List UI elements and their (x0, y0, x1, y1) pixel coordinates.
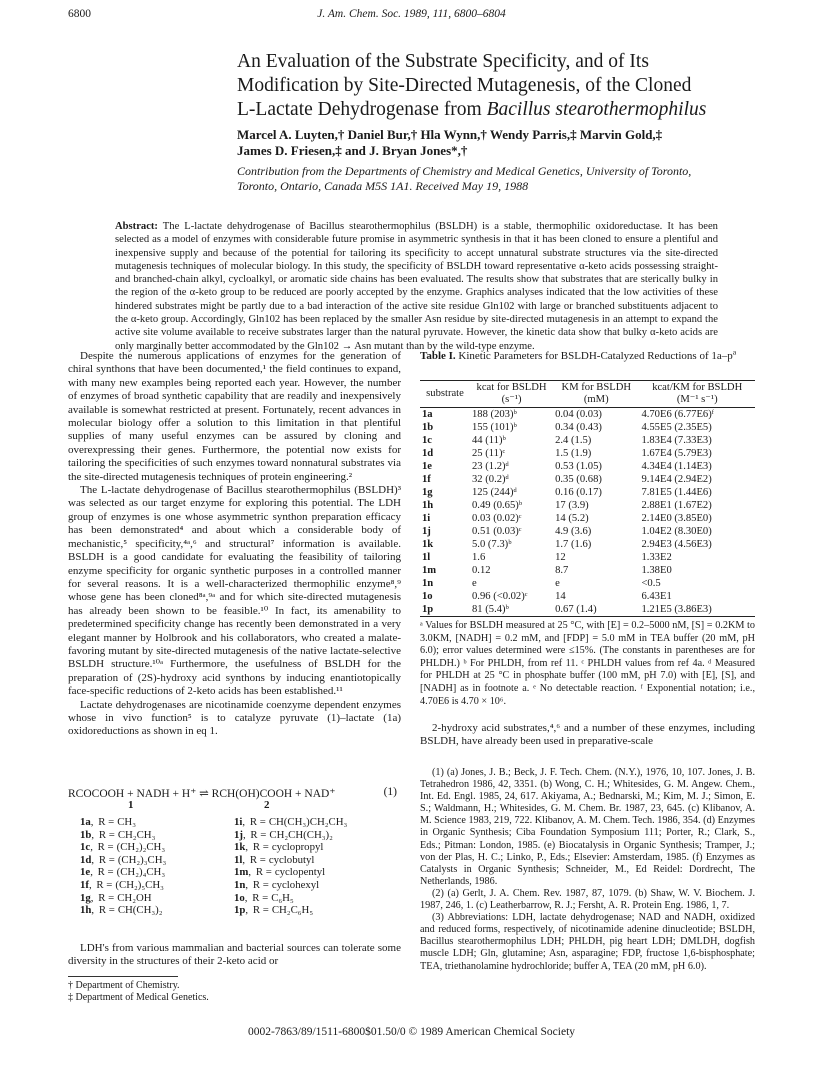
right-paragraph: 2-hydroxy acid substrates,⁴,⁶ and a number of these enzymes, including BSLDH, have already been used in preparative-scale (420, 722, 755, 748)
title-l-prefix: L (237, 99, 249, 120)
r-group-value: cyclohexyl (271, 878, 320, 891)
table-header-kcat-km: kcat/KM for BSLDH (M⁻¹ s⁻¹) (639, 381, 755, 408)
table-cell: 0.16 (0.17) (555, 487, 602, 498)
reference-3: (3) Abbreviations: LDH, lactate dehydrogenase; NAD and NADH, oxidized and reduced forms, respectively, of nicotinamide adenine dinucleotide; BSLDH, Bacillus stearothermophilus LDH; PHLDH, pig heart LDH; DMLDH, dogfish muscle LDH; Gln, glutamine; Asn, asparagine; FDP, fructose 1,6-bisphosphate; TEA, triethanolamine hydrochloride; buffer A, TEA (20 mM, pH 6.0). (420, 912, 755, 972)
table-footnote: ᵃ Values for BSLDH measured at 25 °C, with [E] = 0.2–5000 nM, [S] = 0.2KM to 3.0KM, [NADH] = 0.2 mM, and [FDP] = 5.0 mM in TEA buffer (20 mM, pH 6.0); error values determined were ≤15%. (The constants in parentheses are for PHLDH.) ᵇ For PHLDH, from ref 11. ᶜ PHLDH values from ref 4a. ᵈ Measured for PHLDH at 25 °C in phosphate buffer (100 mM, pH 7.0) with [E], [S], and [NADH] as in footnote a. ᵉ No detectable reaction. ᶠ Exponential notation; i.e., 4.70E6 is 4.70 × 10⁶. (420, 620, 755, 707)
author-list (237, 127, 797, 159)
table-cell: 14 (555, 591, 566, 602)
table-row (420, 434, 755, 447)
table-row (420, 421, 755, 434)
r-group-item: 1k, R = cyclopropyl (234, 841, 324, 854)
table-cell: 1.83E4 (7.33E3) (641, 435, 712, 446)
abstract (115, 220, 718, 353)
table-cell: 6.43E1 (641, 591, 672, 602)
running-header (0, 8, 823, 26)
r-group-id: 1d (80, 853, 92, 866)
table-cell: 4.34E4 (1.14E3) (641, 461, 712, 472)
table-cell: 17 (3.9) (555, 500, 589, 511)
r-group-id: 1l (234, 853, 243, 866)
table-cell: 155 (101)ᵇ (472, 422, 517, 433)
r-group-value: CH(CH₃)CH₂CH₃ (268, 816, 348, 828)
table-cell: 32 (0.2)ᵈ (472, 474, 509, 485)
table-header-row (420, 381, 755, 408)
table-cell-substrate: 1l (422, 552, 431, 563)
article-title (237, 50, 797, 122)
table-cell-substrate: 1a (422, 409, 433, 420)
intro-paragraph-1: Despite the numerous applications of enzymes for the generation of chiral synthons that have been documented,¹ the field continues to expand, with many new examples being reported each year. However, the number of enzymes of broad synthetic capability that are readily and inexpensively available is somewhat restricted at present. Fortunately, recent advances in molecular biology offer a solution to this limitation in that plentiful supplies of many useful enzymes can be assured by cloning and overexpressing their genes. Furthermore, the potential now exists for tailoring the specificities of such enzymes toward nonnatural substrates via the site-directed mutagenesis techniques of protein engineering.² (68, 350, 401, 483)
r-group-id: 1p (234, 904, 246, 917)
abstract-label: Abstract: (115, 221, 158, 232)
table-cell: 0.35 (0.68) (555, 474, 602, 485)
r-group-item: 1e, R = (CH₂)₄CH₃ (80, 866, 166, 879)
table-cell: e (555, 578, 560, 589)
table-cell: 0.67 (1.4) (553, 603, 639, 617)
r-group-prefix: R = (98, 816, 115, 828)
table-row (420, 564, 755, 577)
r-group-prefix: R = (252, 891, 269, 904)
r-group-prefix: R = (98, 904, 115, 917)
r-group-value: cyclopropyl (271, 841, 324, 854)
table-cell: 0.49 (0.65)ᵇ (472, 500, 523, 511)
table-cell: 81 (5.4)ᵇ (470, 603, 553, 617)
table-cell-substrate: 1p (420, 603, 470, 617)
table-cell: 25 (11)ᶜ (472, 448, 506, 459)
r-group-value: C₆H₅ (271, 891, 294, 904)
table-row (420, 551, 755, 564)
affiliation (237, 164, 797, 194)
affiliation-line-2: Toronto, Ontario, Canada M5S 1A1. Received May 19, 1988 (237, 179, 529, 193)
table-cell: 0.53 (1.05) (555, 461, 602, 472)
r-group-value: cyclobutyl (268, 853, 315, 866)
table-cell-substrate: 1n (422, 578, 434, 589)
r-group-id: 1g (80, 891, 91, 904)
table-row (420, 577, 755, 590)
r-group-item: 1p, R = CH₂C₆H₅ (234, 904, 314, 917)
r-group-prefix: R = (96, 878, 113, 891)
table-row (420, 499, 755, 512)
reference-list (420, 767, 755, 973)
r-group-prefix: R = (97, 866, 114, 879)
affiliation-line-1: Contribution from the Departments of Chemistry and Medical Genetics, University of Toronto, (237, 164, 692, 178)
table-cell: 1.04E2 (8.30E0) (641, 526, 712, 537)
table-cell: 1.6 (472, 552, 486, 563)
table-row (420, 525, 755, 538)
r-group-prefix: R = (98, 853, 115, 866)
r-group-id: 1h (80, 904, 92, 917)
r-group-item: 1c, R = (CH₂)₂CH₃ (80, 841, 166, 854)
table-cell: 0.96 (<0.02)ᶜ (472, 591, 528, 602)
r-group-id: 1e (80, 866, 91, 879)
title-line-2: Modification by Site-Directed Mutagenesis, of the Cloned (237, 75, 692, 96)
table-cell: 2.4 (1.5) (555, 435, 592, 446)
table-cell: 44 (11)ᵇ (472, 435, 506, 446)
affiliation-footnotes (68, 980, 401, 1003)
r-group-item: 1m, R = cyclopentyl (234, 866, 326, 879)
r-group-prefix: R = (252, 878, 269, 891)
r-group-value: CH₂OH (117, 891, 152, 904)
r-group-item: 1l, R = cyclobutyl (234, 853, 315, 866)
r-group-value: CH₂CH(CH₃)₂ (269, 828, 333, 841)
left-column-continuation (68, 942, 401, 969)
table-cell: 2.14E0 (3.85E0) (641, 513, 712, 524)
table-cell: 2.94E3 (4.56E3) (641, 539, 712, 550)
r-group-item: 1a, R = CH₃ (80, 816, 136, 828)
r-group-column-1 (80, 816, 230, 917)
table-row (420, 447, 755, 460)
table-cell: 125 (244)ᵈ (472, 487, 517, 498)
table-cell: 4.70E6 (6.77E6)ᶠ (641, 409, 714, 420)
table-cell: e (472, 578, 477, 589)
r-group-item: 1n, R = cyclohexyl (234, 878, 320, 891)
table-row (420, 512, 755, 525)
table-cell-substrate: 1h (422, 500, 434, 511)
table-cell: 8.7 (555, 565, 569, 576)
r-group-id: 1a (80, 816, 91, 828)
table-cell: 1.7 (1.6) (555, 539, 592, 550)
table-row (420, 460, 755, 473)
authors-line-2: James D. Friesen,‡ and J. Bryan Jones*,† (237, 143, 468, 158)
table-cell-substrate: 1d (422, 448, 434, 459)
r-group-prefix: R = (249, 853, 266, 866)
left-column-body (68, 350, 401, 739)
table-cell: 12 (555, 552, 566, 563)
r-group-value: CH₂CH₃ (117, 828, 156, 841)
table-caption (420, 347, 755, 363)
intro-paragraph-2: The L-lactate dehydrogenase of Bacillus stearothermophilus (BSLDH)³ was selected as our target enzyme for exploring this potential. The LDH group of enzymes is one whose asymmetric synthon preparation efficacy has been demonstrated⁴ and about which a considerable body of mechanistic,⁵ specificity,⁴ᵃ,⁶ and structural⁷ information is available. BSLDH is a good candidate for evaluating the feasibility of tailoring enzyme specificity for organic synthetic purposes in a controlled manner for several reasons. It is a well-characterized thermophilic enzyme⁸,⁹ whose gene has been cloned⁸ᵃ,⁹ᵃ and for which site-directed mutagenesis has already been shown to be feasible.¹⁰ In fact, its amenability to predetermined specificity change has recently been demonstrated in a very elegant manner by Holbrook and his collaborators, who created a malate-favoring mutant by site-directed mutagenesis of the native lactate-selective BSLDH structure.¹⁰ᵃ Furthermore, the usefulness of BSLDH for the preparation of (2S)-hydroxy acid synthons by inducing enantiotopically face-specific reductions of 2-keto acids has been established.¹¹ (68, 484, 401, 698)
table-row (420, 473, 755, 486)
authors-line-1: Marcel A. Luyten,† Daniel Bur,† Hla Wynn,† Wendy Parris,‡ Marvin Gold,‡ (237, 127, 663, 142)
reference-2: (2) (a) Gerlt, J. A. Chem. Rev. 1987, 87, 1079. (b) Shaw, W. V. Biochem. J. 1987, 246, 1. (c) Leatherbarrow, R. J.; Fersht, A. R. Protein Eng. 1986, 1, 7. (420, 887, 755, 912)
r-group-prefix: R = (252, 841, 269, 854)
intro-paragraph-3: Lactate dehydrogenases are nicotinamide coenzyme dependent enzymes whose in vivo function⁵ is to catalyze pyruvate (1)–lactate (1a) oxidoreductions as shown in eq 1. (68, 698, 401, 738)
r-group-item: 1g, R = CH₂OH (80, 891, 152, 904)
r-group-item: 1j, R = CH₂CH(CH₃)₂ (234, 828, 333, 841)
r-group-id: 1m (234, 866, 249, 879)
r-group-value: (CH₂)₂CH₃ (116, 841, 166, 854)
table-cell-substrate: 1g (422, 487, 433, 498)
table-cell: 2.88E1 (1.67E2) (641, 500, 712, 511)
r-group-prefix: R = (249, 816, 266, 828)
table-cell: 0.12 (472, 565, 491, 576)
r-group-value: CH₂C₆H₅ (271, 904, 314, 917)
table-cell: 188 (203)ᵇ (472, 409, 517, 420)
r-group-item: 1b, R = CH₂CH₃ (80, 828, 156, 841)
r-group-value: (CH₂)₃CH₃ (117, 853, 167, 866)
r-group-id: 1j (234, 828, 243, 841)
table-cell: 4.9 (3.6) (555, 526, 592, 537)
table-cell: 0.34 (0.43) (555, 422, 602, 433)
table-cell: <0.5 (641, 578, 661, 589)
table-header-substrate: substrate (420, 381, 470, 408)
table-cell-substrate: 1m (422, 565, 437, 576)
right-column-body (420, 722, 755, 749)
r-group-item: 1o, R = C₆H₅ (234, 891, 294, 904)
table-cell-substrate: 1o (422, 591, 433, 602)
table-cell-substrate: 1e (422, 461, 432, 472)
table-row (420, 408, 755, 422)
r-group-item: 1f, R = (CH₂)₅CH₃ (80, 878, 164, 891)
r-group-item: 1d, R = (CH₂)₃CH₃ (80, 853, 167, 866)
footnote-rule (68, 976, 178, 977)
table-cell-substrate: 1k (422, 539, 434, 550)
table-row (420, 538, 755, 551)
table-cell: 1.5 (1.9) (555, 448, 592, 459)
table-cell: 14 (5.2) (555, 513, 589, 524)
r-group-column-2 (234, 816, 404, 917)
r-group-value: (CH₂)₅CH₃ (115, 878, 164, 891)
table-cell-substrate: 1b (422, 422, 434, 433)
table-cell: 1.67E4 (5.79E3) (641, 448, 712, 459)
r-group-value: CH(CH₃)₂ (117, 904, 163, 917)
table-cell: 1.33E2 (641, 552, 672, 563)
table-cell: 0.04 (0.03) (555, 409, 602, 420)
table-cell: 5.0 (7.3)ᵇ (472, 539, 512, 550)
table-caption-sup: a (732, 347, 737, 357)
title-line-3 (237, 98, 797, 122)
r-group-prefix: R = (250, 828, 267, 841)
r-group-value: (CH₂)₄CH₃ (116, 866, 166, 879)
intro-paragraph-4: LDH's from various mammalian and bacterial sources can tolerate some diversity in the structures of their 2-keto acid or (68, 942, 401, 968)
abstract-text: The L-lactate dehydrogenase of Bacillus stearothermophilus (BSLDH) is a stable, thermophilic oxidoreductase. It has been selected as a model of enzymes with considerable future promise in asymmetric synthesis in that it has been cloned to ensure a plentiful and inexpensive supply and because of the potential for tailoring its specificity to accept unnatural substrate structures via the site-directed mutagenesis techniques of molecular biology. In this study, the specificity of BSLDH toward representative α-keto acids possessing straight- and branched-chain alkyl, cycloalkyl, or aromatic side chains has been evaluated. The results show that substrates that are sterically bulky in the region of the α-keto group to be reduced are poorly accepted by the enzyme. Graphics analyses indicated that the low activities of these hindered substrates might be partly due to a bad interaction of the active site residue Gln102 with large or branched substituents adjacent to the α-keto group. Accordingly, Gln102 has been replaced by the smaller Asn residue by site-directed mutagenesis in an attempt to expand the active site volume available to receive substrates larger than the natural pyruvate. However, the kinetic data show that bulky α-keto acids are only marginally better accommodated by the Gln102 → Asn mutant than by the wild-type enzyme. (115, 221, 718, 352)
eq-label-2: 2 (264, 799, 270, 811)
journal-citation: J. Am. Chem. Soc. 1989, 111, 6800–6804 (317, 8, 506, 20)
r-group-prefix: R = (252, 904, 269, 917)
copyright-footer: 0002-7863/89/1511-6800$01.50/0 © 1989 American Chemical Society (247, 1026, 576, 1038)
reference-1: (1) (a) Jones, J. B.; Beck, J. F. Tech. Chem. (N.Y.), 1976, 10, 107. Jones, J. B. Tetrahedron 1986, 42, 3351. (b) Wong, C. H.; Whitesides, G. M. Angew. Chem., Int. Ed. Engl. 1985, 24, 617. Akiyama, A.; Bednarski, M.; Kim, M. J.; Simon, E. S.; Waldmann, H.; Whitesides, G. M. Chem. Br. 1987, 23, 645. (c) Klibanov, A. M. Science 1983, 219, 722. Klibanov, A. M. Chem. Tech. 1986, 354. (d) Enzymes in Organic Synthesis; Ciba Foundation Symposium 111; Porter, R.; Clark, S., Eds.; Pitman: London, 1985. (e) Biocatalysis in Organic Synthesis; Tramper, J.; von der Plas, H. C.; Linko, P., Eds.; Elsevier: Amsterdam, 1985. (f) Enzymes as Catalysts in Organic Synthesis; Schneider, M., Ed Reidel: Dordrecht, The Netherlands, 1986. (420, 767, 755, 887)
table-cell: 0.03 (0.02)ᶜ (472, 513, 522, 524)
r-group-prefix: R = (97, 841, 114, 854)
table-cell: 23 (1.2)ᵈ (472, 461, 509, 472)
r-group-id: 1n (234, 878, 246, 891)
table-cell: 1.21E5 (3.86E3) (639, 603, 755, 617)
table-row (420, 486, 755, 499)
table-header-km: KM for BSLDH (mM) (553, 381, 639, 408)
table-cell: 4.55E5 (2.35E5) (641, 422, 712, 433)
r-group-id: 1c (80, 841, 91, 854)
r-group-prefix: R = (98, 828, 115, 841)
equation-number: (1) (383, 786, 397, 798)
r-group-id: 1b (80, 828, 92, 841)
table-body (420, 408, 755, 617)
title-species: Bacillus stearothermophilus (486, 99, 707, 120)
page-number: 6800 (68, 8, 91, 20)
equation-text: RCOCOOH + NADH + H⁺ ⇌ RCH(OH)COOH + NAD⁺ (68, 788, 336, 800)
table-cell-substrate: 1i (422, 513, 431, 524)
table-cell-substrate: 1c (422, 435, 432, 446)
table-caption-text: Kinetic Parameters for BSLDH-Catalyzed Reductions of 1a–p (458, 350, 733, 362)
r-group-prefix: R = (98, 891, 115, 904)
table-cell: 7.81E5 (1.44E6) (641, 487, 712, 498)
r-group-value: cyclopentyl (274, 866, 326, 879)
table-cell-substrate: 1j (422, 526, 431, 537)
r-group-id: 1o (234, 891, 245, 904)
table-caption-label: Table I. (420, 350, 456, 362)
table-row (420, 603, 755, 617)
footnote-ddagger: ‡ Department of Medical Genetics. (68, 991, 209, 1003)
footnote-dagger: † Department of Chemistry. (68, 980, 180, 991)
r-group-id: 1i (234, 816, 243, 828)
r-group-id: 1k (234, 841, 246, 854)
eq-label-1: 1 (128, 799, 134, 811)
table-cell: 0.51 (0.03)ᶜ (472, 526, 522, 537)
r-group-id: 1f (80, 878, 89, 891)
table-cell-substrate: 1f (422, 474, 431, 485)
r-group-value: CH₃ (117, 816, 136, 828)
table-cell: 9.14E4 (2.94E2) (641, 474, 712, 485)
table-header-kcat: kcat for BSLDH (s⁻¹) (470, 381, 553, 408)
r-group-prefix: R = (255, 866, 272, 879)
equation-1 (68, 786, 401, 800)
title-line-1: An Evaluation of the Substrate Specificity, and of Its (237, 51, 649, 72)
r-group-item: 1h, R = CH(CH₃)₂ (80, 904, 163, 917)
kinetic-parameters-table (420, 380, 755, 617)
r-group-item: 1i, R = CH(CH₃)CH₂CH₃ (234, 816, 348, 828)
table-cell: 1.38E0 (641, 565, 672, 576)
table-row (420, 590, 755, 603)
title-line-3-main: -Lactate Dehydrogenase from (248, 99, 487, 120)
